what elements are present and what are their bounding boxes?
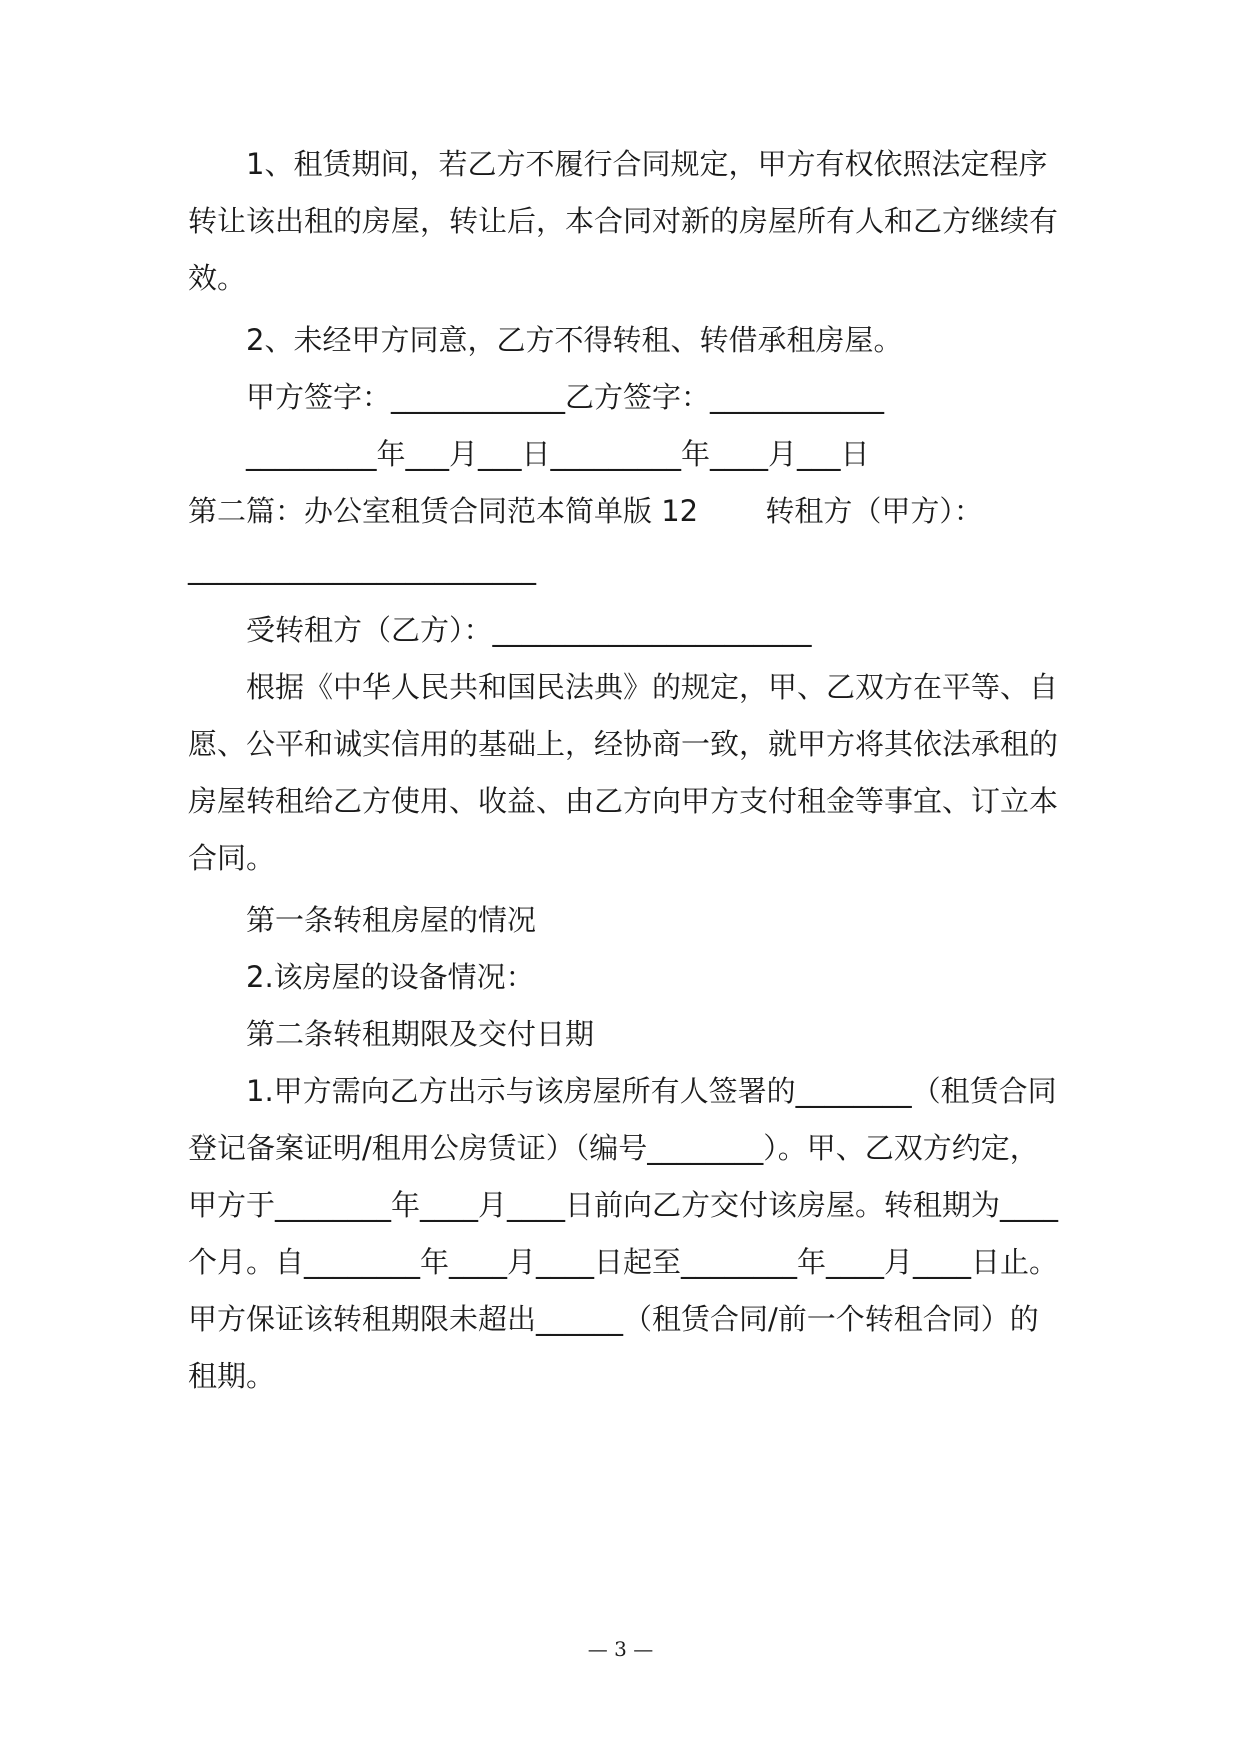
paragraph-line: 转让该出租的房屋，转让后，本合同对新的房屋所有人和乙方继续有 (188, 204, 1059, 238)
clause-heading: 第一条转租房屋的情况 (246, 903, 537, 937)
paragraph-line: 1、租赁期间，若乙方不履行合同规定，甲方有权依照法定程序 (246, 147, 1048, 181)
blank-line: ________________________ (188, 551, 536, 585)
paragraph-line: 根据《中华人民共和国民法典》的规定，甲、乙双方在平等、自 (246, 670, 1059, 704)
paragraph-line: 1.甲方需向乙方出示与该房屋所有人签署的________（租赁合同 (246, 1074, 1057, 1108)
paragraph-line: 受转租方（乙方）：______________________ (246, 613, 812, 647)
paragraph-line: 租期。 (188, 1359, 276, 1393)
paragraph-line: 甲方保证该转租期限未超出______（租赁合同/前一个转租合同）的 (188, 1302, 1039, 1336)
date-line: _________年___月___日_________年____月___日 (246, 437, 870, 471)
paragraph-line: 效。 (188, 261, 247, 295)
paragraph-line: 房屋转租给乙方使用、收益、由乙方向甲方支付租金等事宜、订立本 (188, 784, 1059, 818)
page-number: — 3 — (587, 1637, 654, 1661)
clause-heading: 第二条转租期限及交付日期 (246, 1017, 595, 1051)
paragraph-line: 合同。 (188, 841, 276, 875)
paragraph-line: 2、未经甲方同意，乙方不得转租、转借承租房屋。 (246, 323, 903, 357)
paragraph-line: 甲方于________年____月____日前向乙方交付该房屋。转租期为____ (188, 1188, 1059, 1222)
signature-line: 甲方签字：____________乙方签字：____________ (246, 380, 885, 414)
section-heading-line: 第二篇：办公室租赁合同范本简单版 12 转租方（甲方）： (188, 494, 983, 528)
paragraph-line: 登记备案证明/租用公房赁证）（编号________）。甲、乙双方约定， (188, 1131, 1039, 1165)
paragraph-line: 2.该房屋的设备情况： (246, 960, 535, 994)
paragraph-line: 个月。自________年____月____日起至________年____月____日止。 (188, 1245, 1059, 1279)
paragraph-line: 愿、公平和诚实信用的基础上，经协商一致，就甲方将其依法承租的 (188, 727, 1059, 761)
